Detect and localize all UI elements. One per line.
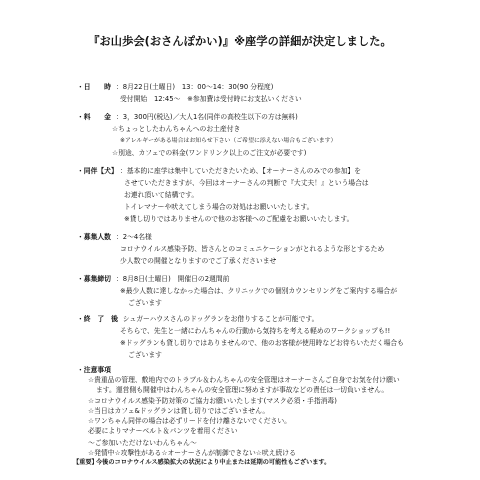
after-label: ・終 了 後 <box>77 315 118 323</box>
companion-line-1: ：基本的に座学は集中していただきたいため、【オーナーさんのみでの参加】を <box>120 167 362 175</box>
schedule-time: ：8月22日(土曜日) 13：00～14：30(90 分程度) <box>116 83 274 91</box>
capacity-count: ：2～4名様 <box>116 233 152 241</box>
companion-label: ・同伴【犬】 <box>77 167 118 175</box>
notes-heading: ・注意事項 <box>77 366 111 374</box>
capacity-reason: コロナウイルス感染予防、皆さんとのコミュニケーションがとれるような形とするため <box>120 245 385 253</box>
deadline-label: ・募集締切 <box>77 275 111 283</box>
important-heading: 【重要】 <box>73 459 98 467</box>
after-line-4: ございます <box>128 351 162 359</box>
after-line-3: ※ドッグランも貸し切りではありませんので、他のお客様が使用時などお待ちいただく場合も <box>120 339 404 347</box>
excluded-dogs-list: ☆発情中☆攻撃性がある☆オーナーさんが制御できない☆吠え続ける <box>88 449 296 458</box>
after-line-1: ：シュガーハウスさんのドッグランをお借りすることが可能です。 <box>116 315 319 323</box>
notes-line-2: ます。運営側も開催中はわんちゃんの安全管理に努めますが事故などの責任は一切負いません。 <box>96 386 389 395</box>
fee-allergy-note: ※アレルギーがある場合はお知らせ下さい（ご希望に添えない場合もございます） <box>120 138 337 144</box>
fee-souvenir: ☆ちょっとしたわんちゃんへのお土産付き <box>112 125 241 133</box>
capacity-note: 少人数での開催となりますのでご了承くださいませ <box>120 257 277 265</box>
notes-line-6: 必要によりマナーベルト＆パンツを着用ください <box>88 427 238 436</box>
document-title: 『お山歩会(おさんぽかい)』※座学の詳細が決定しました。 <box>88 35 392 48</box>
notes-line-5: ☆ワンちゃん同伴の場合は必ずリードを付け離さないでください。 <box>88 417 291 425</box>
notes-line-3: ☆コロナウイルス感染予防対策のご協力お願いいたします(マスク必須・手指消毒) <box>88 396 337 405</box>
companion-line-3: お連れ頂いて結構です。 <box>124 191 199 199</box>
deadline-note-cont: ございます <box>128 299 162 307</box>
notes-line-4: ☆当日はカフェ&ドッグランは貸し切りではございません。 <box>88 406 270 415</box>
schedule-reception: 受付開始 12:45～ ※参加費は受付時にお支払いください <box>120 95 302 103</box>
companion-line-5: ※貸し切りではありませんので他のお客様へのご配慮をお願いいたします。 <box>124 215 354 223</box>
excluded-dogs-heading: ～ご参加いただけないわんちゃん～ <box>88 438 197 447</box>
companion-line-2: させていただきますが、今回はオーナーさんの判断で『大丈夫！』という場合は <box>124 179 369 187</box>
after-line-2: そちらで、先生と一緒にわんちゃんの行動から気持ちを考える軽めのワークショップも!! <box>120 327 391 335</box>
fee-cafe-note: ☆別途、カフェでの料金(ワンドリンク以上のご注文が必要です) <box>112 149 307 157</box>
companion-line-4: トイレマナーや吠えてしまう場合の対処はお願いいたします。 <box>124 203 314 211</box>
fee-price: ：3，300円(税込)／大人1名(同伴の高校生以下の方は無料) <box>116 113 298 121</box>
important-message: 今後のコロナウイルス感染拡大の状況により中止または延期の可能性もございます。 <box>96 459 331 467</box>
deadline-note: ※最少人数に達しなかった場合は、クリニックでの個別カウンセリングをご案内する場合が <box>120 287 398 295</box>
notes-line-1: ☆貴重品の管理、敷地内でのトラブル＆わんちゃんの安全管理はオーナーさんご自身でお気を付け願い <box>88 376 400 385</box>
fee-label: ・料 金 <box>77 113 111 121</box>
schedule-label: ・日 時 <box>77 83 111 91</box>
deadline-date: ：8月8日(土曜日) 開催日の2週間前 <box>116 275 230 283</box>
capacity-label: ・募集人数 <box>77 233 111 241</box>
